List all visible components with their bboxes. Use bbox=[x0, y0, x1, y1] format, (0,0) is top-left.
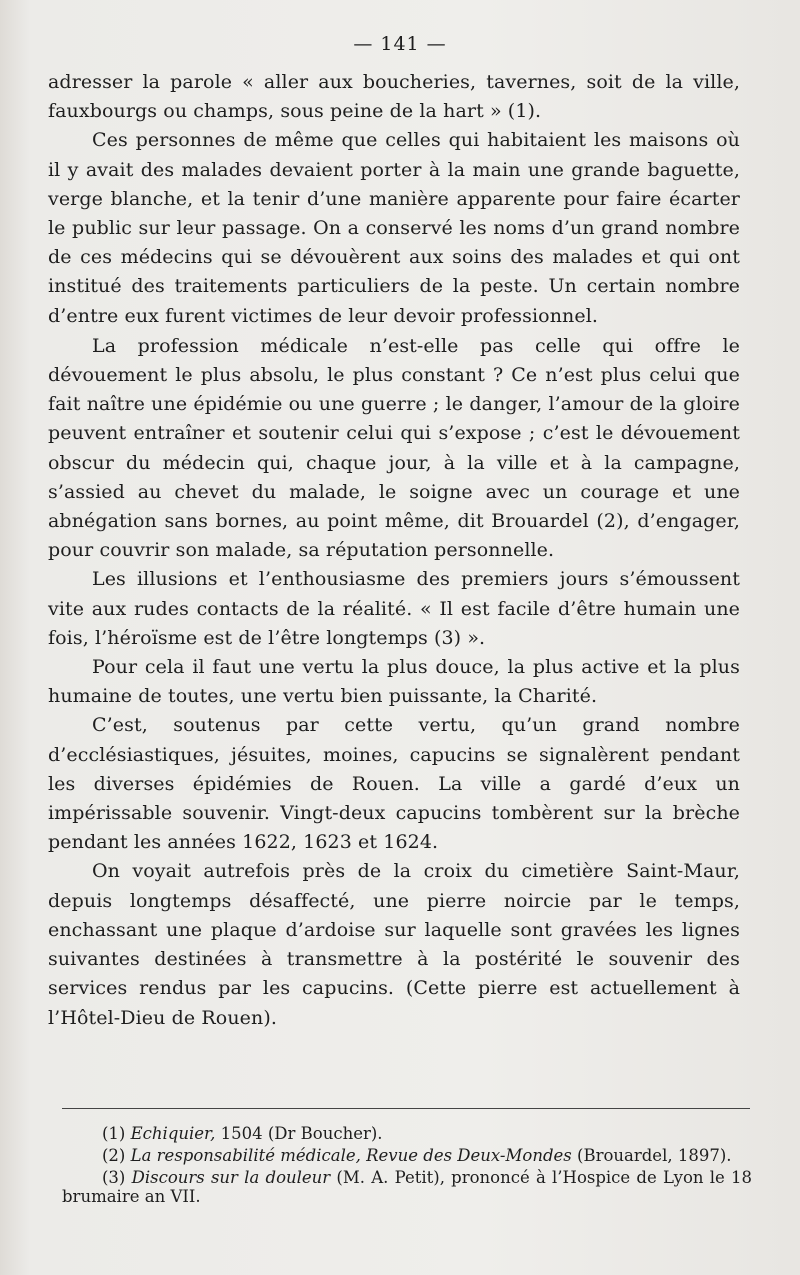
paragraph-illusions: Les illusions et l’enthousiasme des premiers jours s’émoussent vite aux rudes contacts de la réalité. « Il est facile d’être humain une fois, l’héroïsme est de l’être longtemps (3) ». bbox=[48, 568, 740, 649]
footnote-mark: (3) bbox=[102, 1168, 126, 1187]
footnote-mark: (2) bbox=[102, 1146, 126, 1165]
paragraph-charite: Pour cela il faut une vertu la plus douce, la plus active et la plus humaine de toutes, une vertu bien puissante, la Charité. bbox=[48, 656, 740, 708]
paragraph-capucins: C’est, soutenus par cette vertu, qu’un grand nombre d’ecclésiastiques, jésuites, moines, capucins se signalèrent pendant les diverses épidémies de Rouen. La ville a gardé d’eux un impérissable souvenir. Vingt-deux capucins tombèrent sur la brèche pendant les années 1622, 1623 et 1624. bbox=[48, 714, 740, 854]
page-number: — 141 — bbox=[353, 33, 447, 55]
footnote-title: La responsabilité médicale, Revue des Deux-Mondes bbox=[130, 1146, 572, 1165]
footnote-mark: (1) bbox=[102, 1124, 126, 1143]
paragraph-saint-maur: On voyait autrefois près de la croix du cimetière Saint-Maur, depuis longtemps désaffecté, une pierre noircie par le temps, enchassant une plaque d’ardoise sur laquelle sont gravées les lignes suivantes destinées à transmettre à la postérité le souvenir des services rendus par les capucins. (Cette pierre est actuellement à l’Hôtel-Dieu de Rouen). bbox=[48, 860, 740, 1029]
footnote-text: (M. A. Petit), prononcé à l’Hospice de Lyon le 18 brumaire an VII. bbox=[62, 1168, 752, 1206]
footnotes bbox=[62, 1124, 752, 1209]
body-text bbox=[48, 68, 740, 1033]
footnote-1 bbox=[62, 1124, 752, 1143]
footnote-separator bbox=[62, 1108, 750, 1109]
footnote-title: Discours sur la douleur bbox=[131, 1168, 331, 1187]
paragraph-baguette: Ces personnes de même que celles qui habitaient les maisons où il y avait des malades devaient porter à la main une grande baguette, verge blanche, et la tenir d’une manière apparente pour faire écarter le public sur leur passage. On a conservé les noms d’un grand nombre de ces médecins qui se dévouèrent aux soins des malades et qui ont institué des traitements particuliers de la peste. Un certain nombre d’entre eux furent victimes de leur devoir professionnel. bbox=[48, 129, 740, 327]
footnote-2 bbox=[62, 1146, 752, 1165]
paragraph-continued: adresser la parole « aller aux boucheries, tavernes, soit de la ville, fauxbourgs ou champs, sous peine de la hart » (1). bbox=[48, 71, 740, 123]
paragraph-profession-medicale: La profession médicale n’est-elle pas celle qui offre le dévouement le plus absolu, le plus constant ? Ce n’est plus celui que fait naître une épidémie ou une guerre ; le danger, l’amour de la gloire peuvent entraîner et soutenir celui qui s’expose ; c’est le dévouement obscur du médecin qui, chaque jour, à la ville et à la campagne, s’assied au chevet du malade, le soigne avec un courage et une abnégation sans bornes, au point même, dit Brouardel (2), d’engager, pour couvrir son malade, sa réputation personnelle. bbox=[48, 334, 740, 562]
footnote-text: (Brouardel, 1897). bbox=[571, 1146, 732, 1165]
footnote-title: Echiquier, bbox=[130, 1124, 216, 1143]
footnote-3 bbox=[62, 1168, 752, 1206]
footnote-text: 1504 (Dr Boucher). bbox=[215, 1124, 383, 1143]
